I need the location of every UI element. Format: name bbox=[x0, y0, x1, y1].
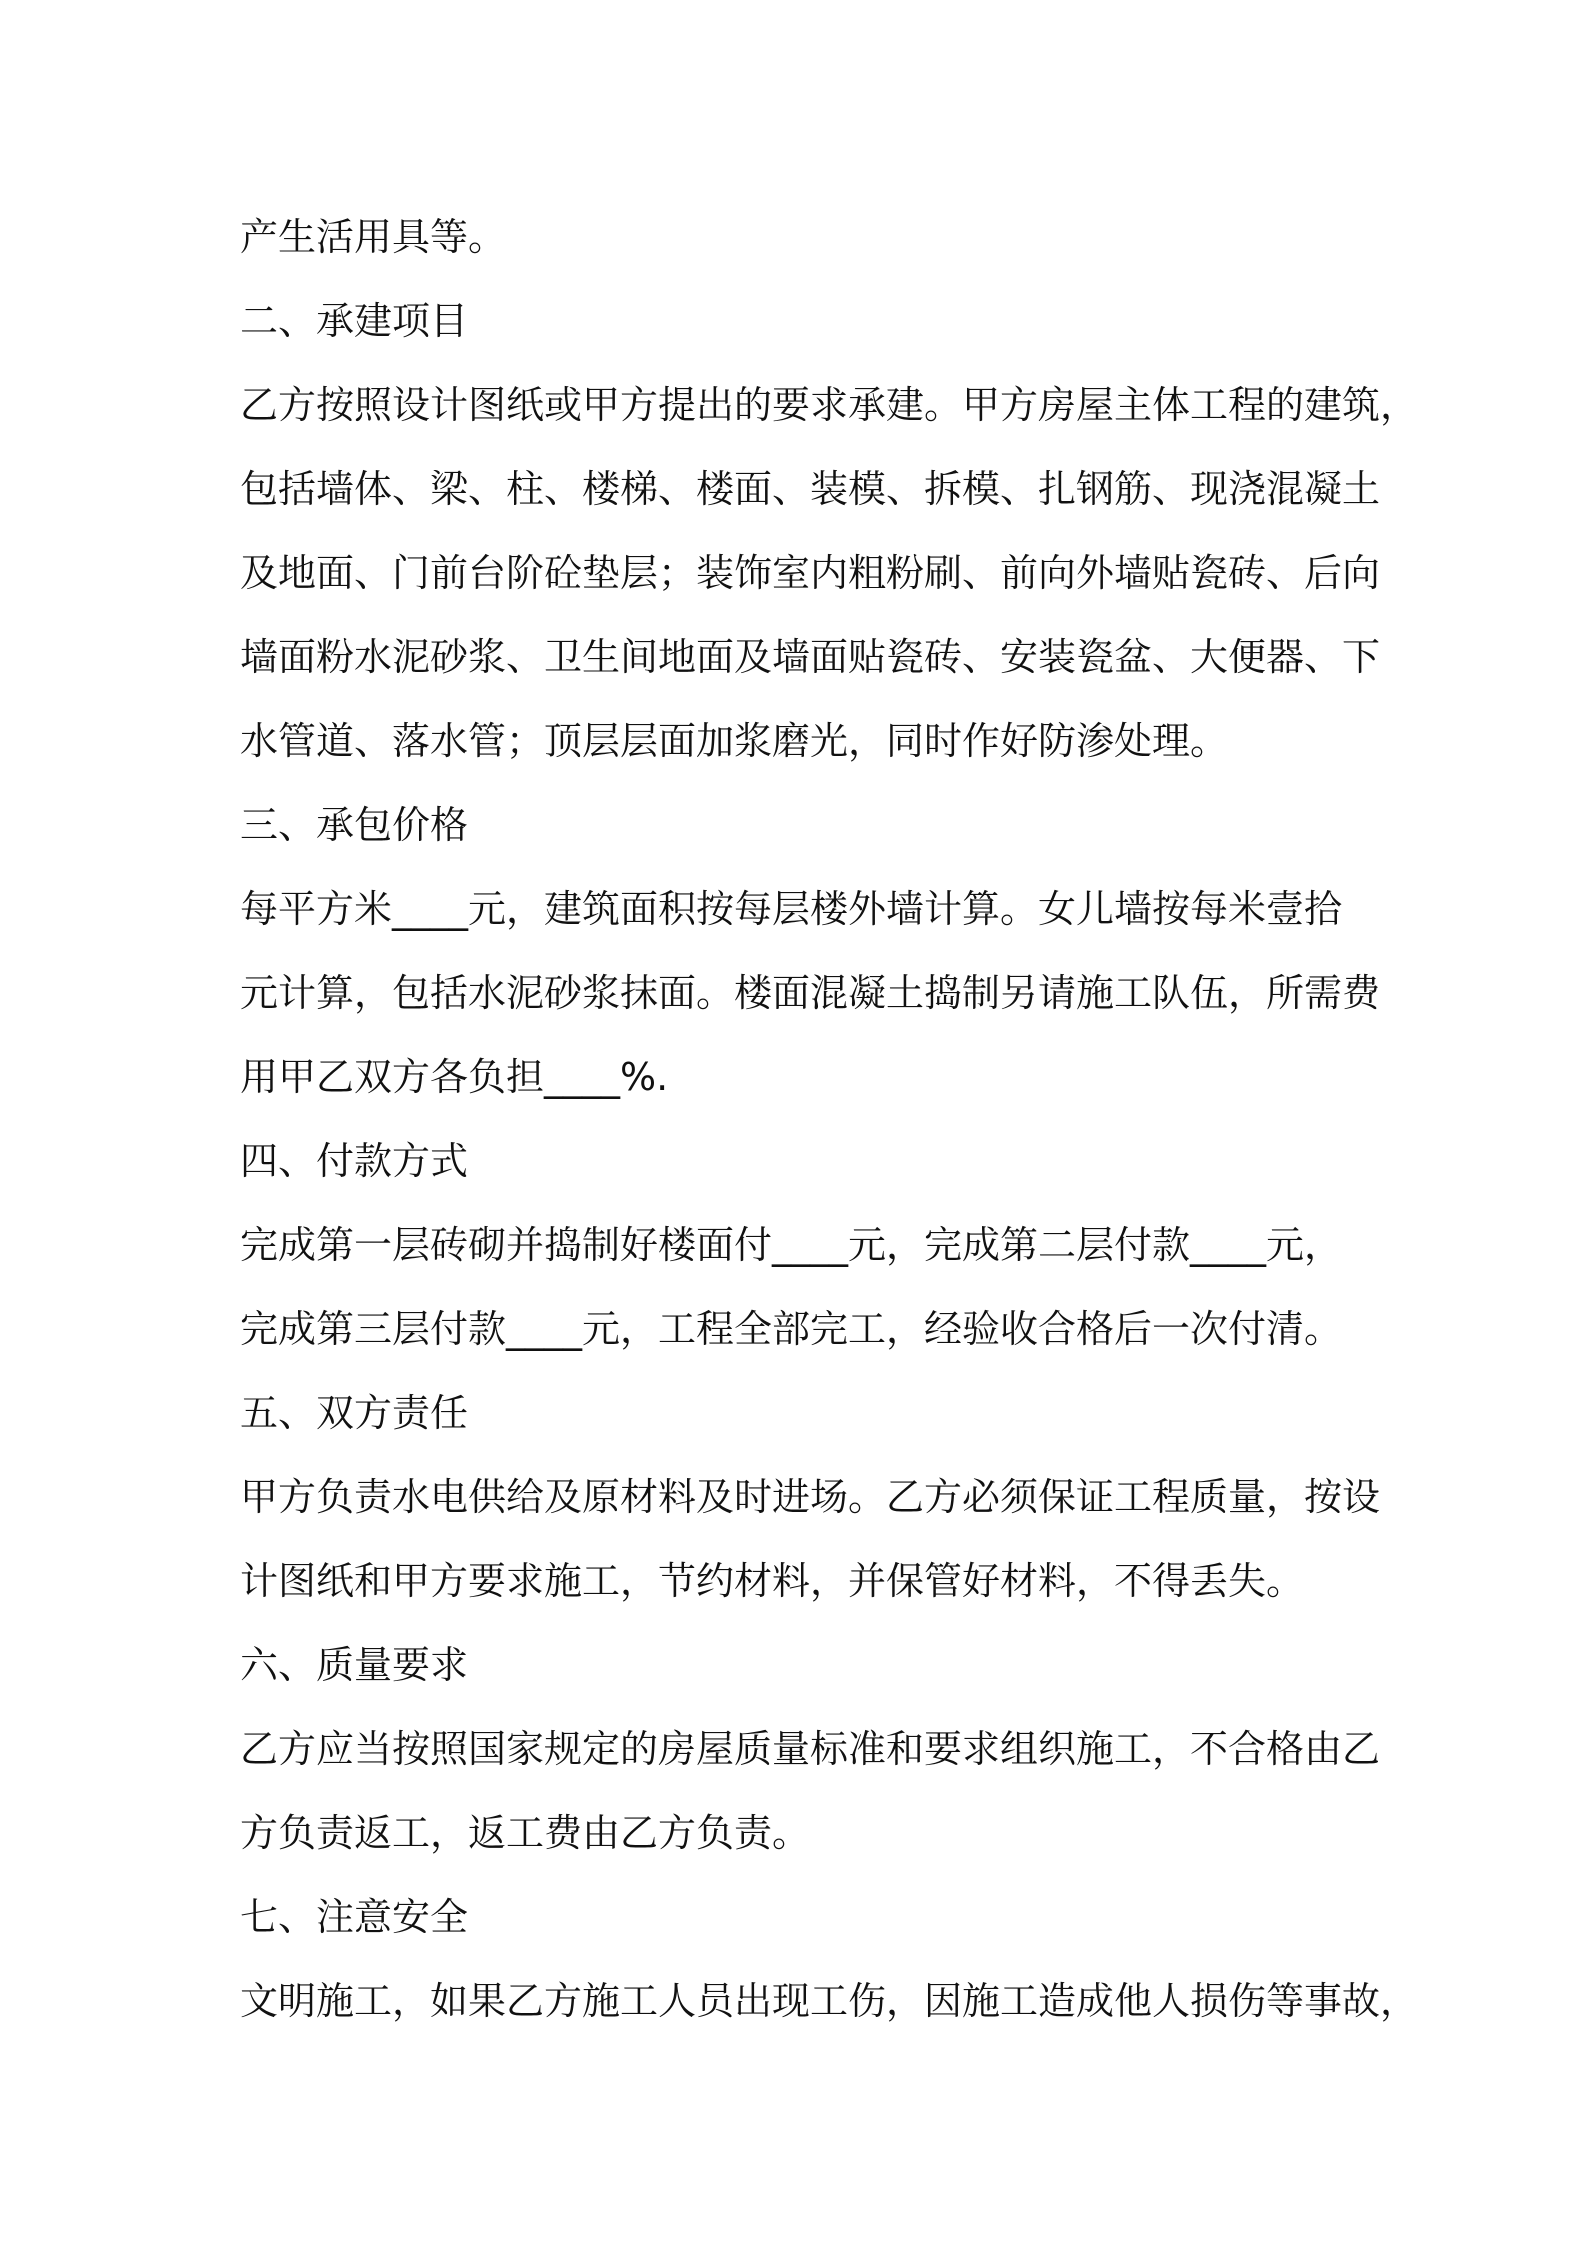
paragraph-line: 甲方负责水电供给及原材料及时进场。乙方必须保证工程质量，按设 bbox=[240, 1475, 1381, 1519]
paragraph-line: 完成第一层砖砌并捣制好楼面付____元，完成第二层付款____元， bbox=[240, 1223, 1343, 1267]
paragraph-line: 完成第三层付款____元，工程全部完工，经验收合格后一次付清。 bbox=[240, 1307, 1343, 1351]
paragraph-line: 墙面粉水泥砂浆、卫生间地面及墙面贴瓷砖、安装瓷盆、大便器、下 bbox=[240, 635, 1381, 679]
section-heading-safety: 七、注意安全 bbox=[240, 1895, 469, 1939]
paragraph-line: 水管道、落水管；顶层层面加浆磨光，同时作好防渗处理。 bbox=[240, 719, 1229, 763]
paragraph-line: 及地面、门前台阶砼垫层；装饰室内粗粉刷、前向外墙贴瓷砖、后向 bbox=[240, 551, 1381, 595]
paragraph-line: 每平方米____元，建筑面积按每层楼外墙计算。女儿墙按每米壹拾 bbox=[240, 887, 1343, 931]
paragraph-line: 乙方按照设计图纸或甲方提出的要求承建。甲方房屋主体工程的建筑， bbox=[240, 383, 1419, 427]
paragraph-line: 方负责返工，返工费由乙方负责。 bbox=[240, 1811, 811, 1855]
paragraph-line: 元计算，包括水泥砂浆抹面。楼面混凝土捣制另请施工队伍，所需费 bbox=[240, 971, 1381, 1015]
section-heading-payment-method: 四、付款方式 bbox=[240, 1139, 469, 1183]
paragraph-line: 文明施工，如果乙方施工人员出现工伤，因施工造成他人损伤等事故， bbox=[240, 1979, 1419, 2023]
document-body bbox=[240, 195, 1419, 2043]
section-heading-quality-requirements: 六、质量要求 bbox=[240, 1643, 469, 1687]
section-heading-responsibilities: 五、双方责任 bbox=[240, 1391, 469, 1435]
paragraph-line: 用甲乙双方各负担____%. bbox=[240, 1055, 669, 1099]
paragraph-line: 乙方应当按照国家规定的房屋质量标准和要求组织施工，不合格由乙 bbox=[240, 1727, 1381, 1771]
section-heading-contract-price: 三、承包价格 bbox=[240, 803, 469, 847]
paragraph-line: 产生活用具等。 bbox=[240, 215, 507, 259]
section-heading-construction-items: 二、承建项目 bbox=[240, 299, 469, 343]
paragraph-line: 计图纸和甲方要求施工，节约材料，并保管好材料，不得丢失。 bbox=[240, 1559, 1305, 1603]
paragraph-line: 包括墙体、梁、柱、楼梯、楼面、装模、拆模、扎钢筋、现浇混凝土 bbox=[240, 467, 1381, 511]
